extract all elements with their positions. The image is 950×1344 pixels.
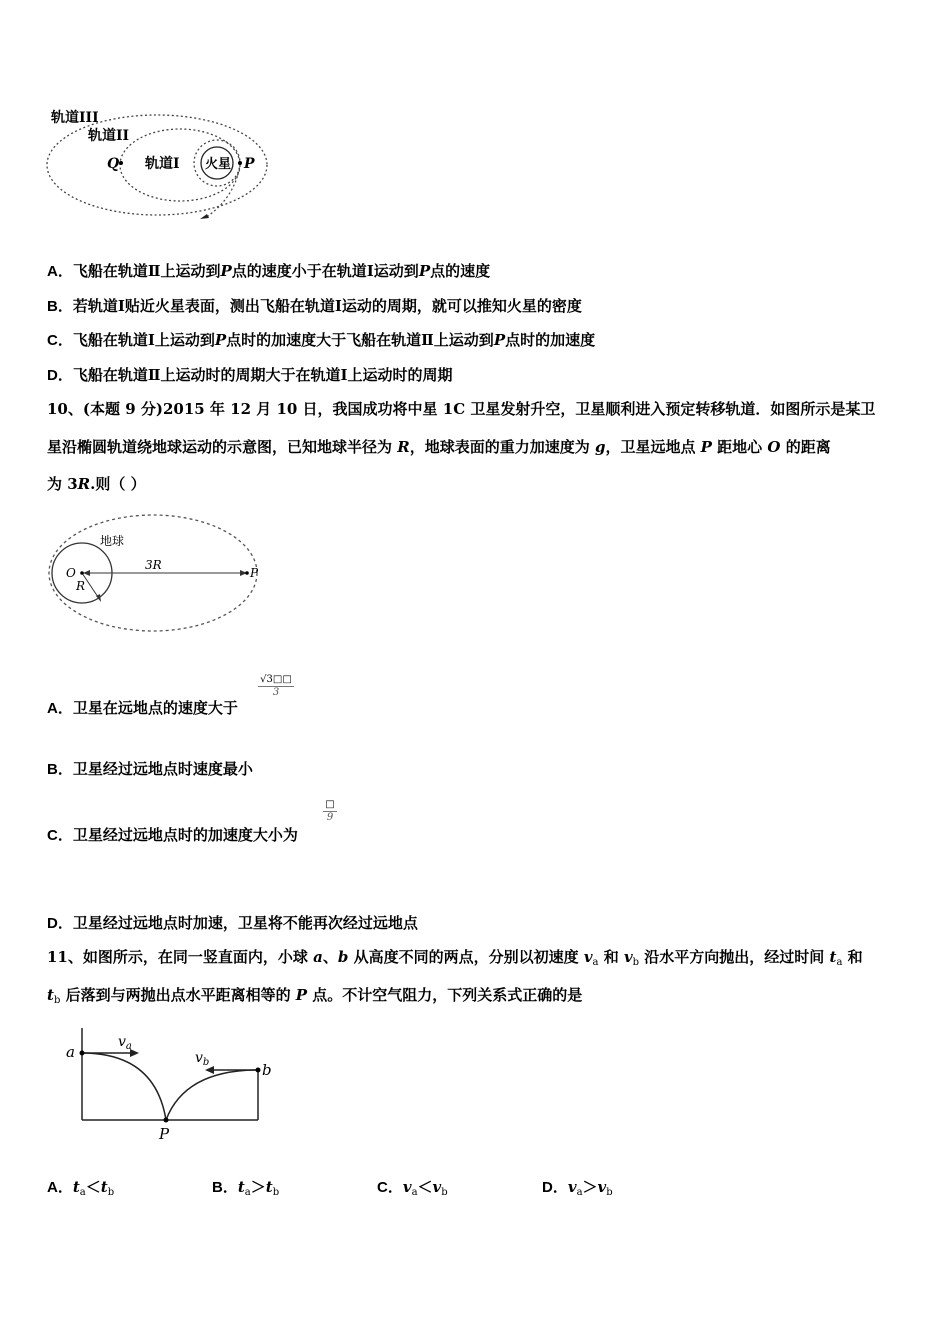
q11-option-c: C．$v_a<v_b$	[377, 1178, 448, 1198]
label-P: P	[159, 1125, 170, 1143]
q9-option-c: C．飞船在轨道Ⅰ上运动到P点时的加速度大于飞船在轨道Ⅱ上运动到P点时的加速度	[47, 331, 596, 349]
svg-text:va	[118, 1034, 132, 1052]
label-mars: 火星	[205, 157, 232, 172]
label-3R: 3R	[145, 558, 162, 572]
label-track3: 轨道III	[51, 110, 99, 126]
q10-stem-line2: 星沿椭圆轨道绕地球运动的示意图，已知地球半径为 R，地球表面的重力加速度为 g，卫星远地点 P 距地心 O 的距离	[47, 438, 831, 456]
label-a: a	[66, 1043, 75, 1061]
q10-option-c: C．卫星经过远地点时的加速度大小为	[47, 826, 298, 844]
label-b: b	[262, 1061, 272, 1079]
q10-option-a: A．卫星在远地点的速度大于	[47, 699, 238, 717]
label-track1: 轨道I	[145, 156, 180, 172]
label-track2: 轨道II	[88, 128, 130, 144]
q10-option-b: B．卫星经过远地点时速度最小	[47, 760, 253, 778]
q10-a-fraction: √3□□ 3	[258, 674, 294, 699]
svg-text:vb	[195, 1050, 209, 1068]
label-Q: Q	[107, 156, 120, 172]
label-vb: v	[195, 1050, 203, 1066]
q10-option-d: D．卫星经过远地点时加速，卫星将不能再次经过远地点	[47, 914, 418, 932]
trajectory-a	[82, 1053, 166, 1120]
q11-option-a: A．$t_a<t_b$	[47, 1178, 115, 1198]
q10-c-fraction: □ 9	[323, 799, 337, 824]
q9-option-b: B．若轨道Ⅰ贴近火星表面，测出飞船在轨道Ⅰ运动的周期，就可以推知火星的密度	[47, 297, 582, 315]
label-R: R	[76, 579, 86, 593]
label-va: v	[118, 1034, 126, 1050]
q11-stem-line1: 11、如图所示，在同一竖直面内，小球 a、b 从高度不同的两点，分别以初速度 $v_a$ 和 $v_b$ 沿水平方向抛出，经过时间 $t_a$ 和	[47, 948, 863, 968]
trajectory-b	[166, 1070, 258, 1120]
label-O: O	[66, 566, 76, 580]
mars-orbit-figure	[45, 100, 275, 225]
label-P: P	[250, 566, 259, 580]
q11-stem-line2: $t_b$ 后落到与两抛出点水平距离相等的 P 点。不计空气阻力，下列关系式正确的是	[47, 986, 583, 1006]
projectile-figure	[60, 1020, 285, 1145]
arrow-icon	[200, 214, 209, 219]
label-P: P	[244, 156, 255, 172]
q11-option-d: D．$v_a>v_b$	[542, 1178, 613, 1198]
earth-orbit-figure	[45, 507, 270, 637]
q11-option-b: B．$t_a>t_b$	[212, 1178, 280, 1198]
label-vb-sub: b	[202, 1057, 210, 1068]
q10-stem-line3: 为 3R.则（ ）	[47, 475, 146, 493]
q9-option-a: A．飞船在轨道Ⅱ上运动到P点的速度小于在轨道Ⅰ运动到P点的速度	[47, 262, 491, 280]
label-va-sub: a	[125, 1041, 132, 1052]
q9-option-d: D．飞船在轨道Ⅱ上运动时的周期大于在轨道Ⅰ上运动时的周期	[47, 366, 453, 384]
q10-stem-line1: 10、(本题 9 分)2015 年 12 月 10 日，我国成功将中星 1C 卫星发射升空，卫星顺利进入预定转移轨道．如图所示是某卫	[47, 400, 876, 418]
label-earth: 地球	[100, 534, 125, 548]
